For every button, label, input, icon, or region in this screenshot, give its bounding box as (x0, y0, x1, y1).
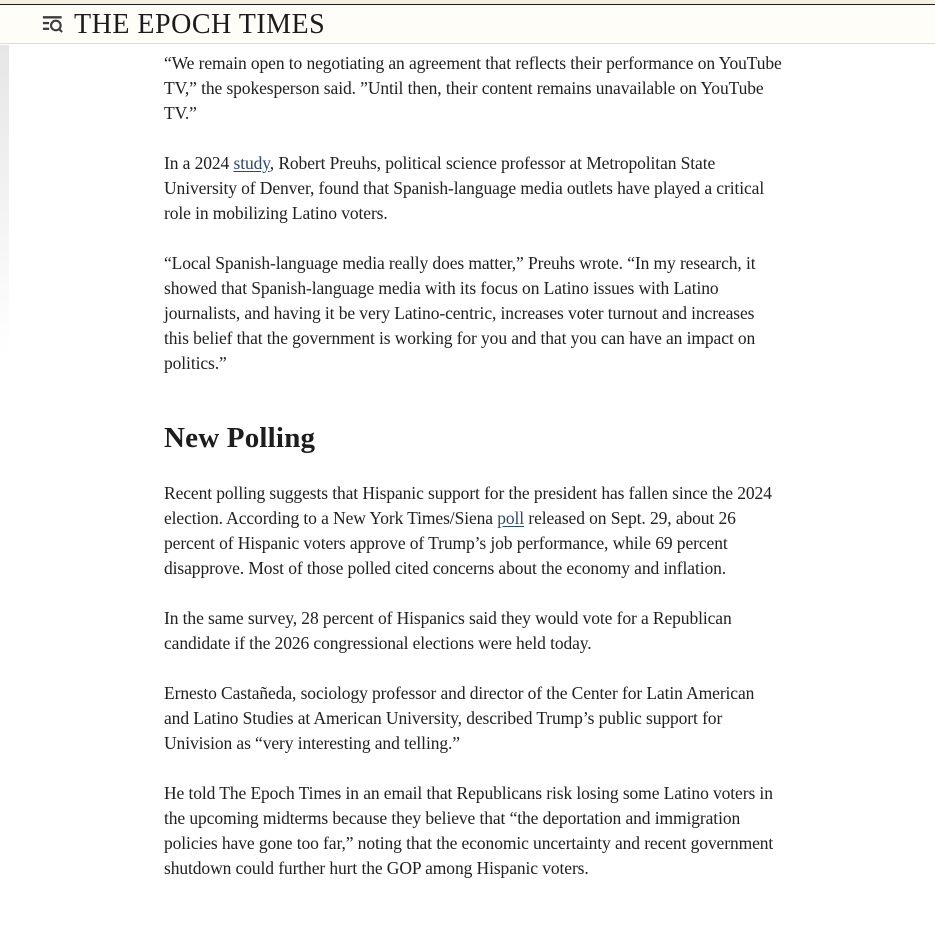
paragraph: In a 2024 study, Robert Preuhs, political science professor at Metropolitan State University of Denver, found that Spanish-language media outlets have played a critical role in mobilizing Latino voters. (164, 153, 765, 223)
paragraph: Recent polling suggests that Hispanic support for the president has fallen since the 2024 election. According to a New York Times/Siena poll released on Sept. 29, about 26 percent of Hispanic voters approve of Trump’s job performance, while 69 percent disapprove. Most of those polled cited concerns about the economy and inflation. (164, 483, 772, 578)
inline-link[interactable]: poll (497, 508, 525, 528)
menu-search-button[interactable] (40, 12, 64, 36)
paragraph: “Local Spanish-language media really does matter,” Preuhs wrote. “In my research, it showed that Spanish-language media with its focus on Latino issues with Latino journalists, and having it be very Latino-centric, increases voter turnout and increases this belief that the government is working for you and that you can have an impact on politics.” (164, 253, 756, 373)
inline-link[interactable]: study (233, 153, 270, 173)
brand-logo[interactable]: THE EPOCH TIMES (74, 8, 326, 40)
paragraph: In the same survey, 28 percent of Hispanics said they would vote for a Republican candidate if the 2026 congressional elections were held today. (164, 608, 732, 653)
paragraph: “We remain open to negotiating an agreement that reflects their performance on YouTube TV,” the spokesperson said. ”Until then, their content remains unavailable on YouTube TV.” (164, 53, 782, 123)
menu-search-icon (41, 13, 64, 36)
section-heading: New Polling (164, 422, 316, 454)
article-body (164, 51, 782, 881)
site-header (0, 5, 935, 44)
article-content (0, 44, 935, 881)
paragraph: He told The Epoch Times in an email that Republicans risk losing some Latino voters in the upcoming midterms because they believe that “the deportation and immigration policies have gone too far,” noting that the economic uncertainty and recent government shutdown could further hurt the GOP among Hispanic voters. (164, 783, 774, 878)
paragraph: Ernesto Castañeda, sociology professor and director of the Center for Latin American and Latino Studies at American University, described Trump’s public support for Univision as “very interesting and telling.” (164, 683, 755, 753)
